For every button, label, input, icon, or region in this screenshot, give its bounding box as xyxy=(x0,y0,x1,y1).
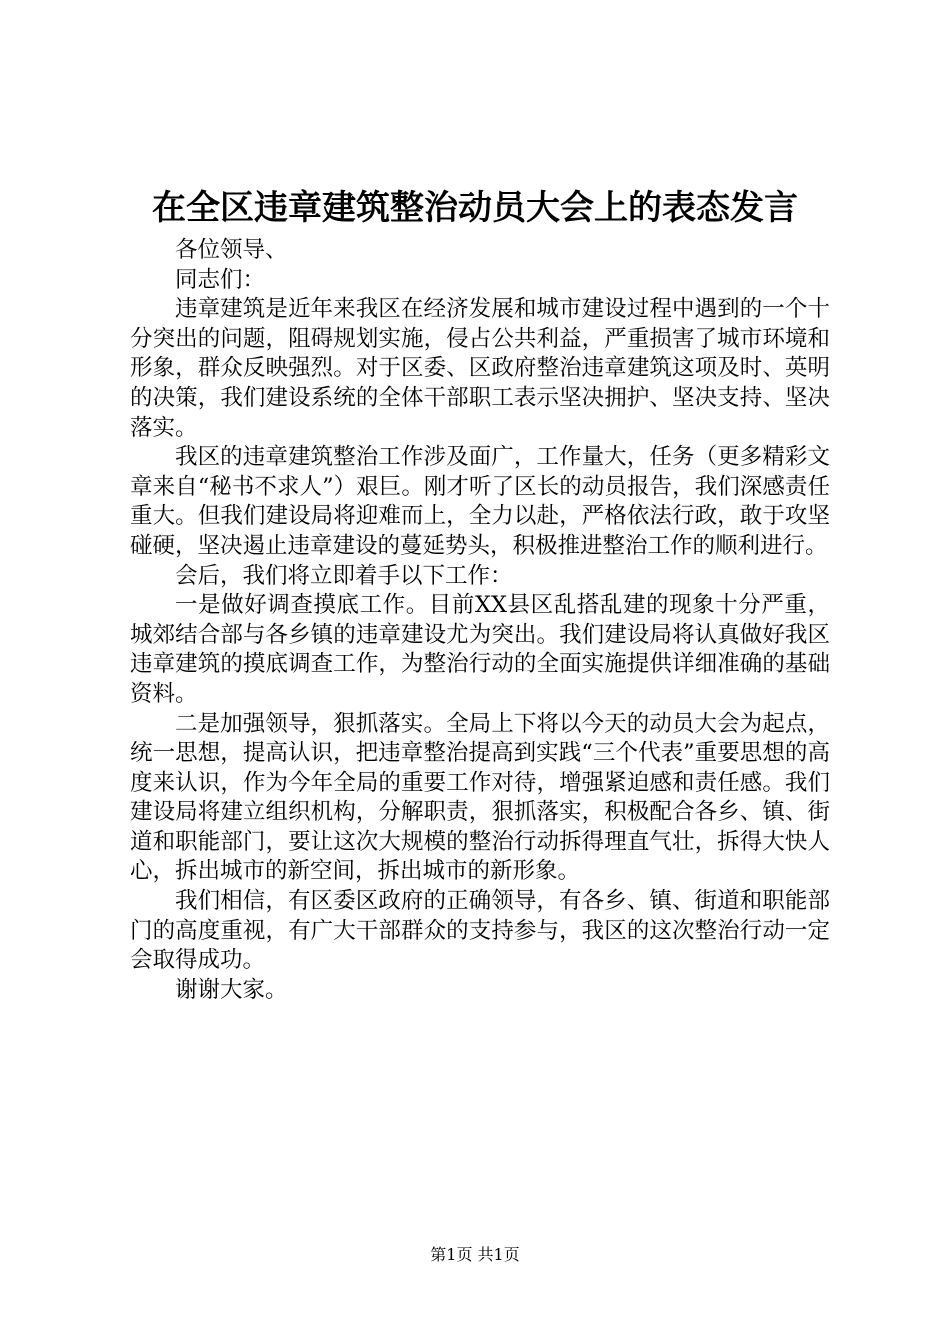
document-title: 在全区违章建筑整治动员大会上的表态发言 xyxy=(152,188,798,228)
body-paragraph: 违章建筑是近年来我区在经济发展和城市建设过程中遇到的一个十分突出的问题，阻碍规划实施，侵占公共利益，严重损害了城市环境和形象，群众反映强烈。对于区委、区政府整治违章建筑这项及时、英明的决策，我们建设系统的全体干部职工表示坚决拥护、坚决支持、坚决落实。 xyxy=(130,296,830,441)
page-number-footer: 第1页 共1页 xyxy=(430,1245,520,1264)
body-paragraph: 会后，我们将立即着手以下工作： xyxy=(175,562,513,589)
salutation-leaders: 各位领导、 xyxy=(175,237,288,263)
salutation-comrades: 同志们： xyxy=(175,266,266,293)
document-body xyxy=(130,236,830,1005)
body-paragraph: 我区的违章建筑整治工作涉及面广，工作量大，任务（更多精彩文章来自“秘书不求人”）艰巨。刚才听了区长的动员报告，我们深感责任重大。但我们建设局将迎难而上，全力以赴，严格依法行政，敢于攻坚碰硬，坚决遏止违章建设的蔓延势头，积极推进整治工作的顺利进行。 xyxy=(130,444,830,559)
body-paragraph: 我们相信，有区委区政府的正确领导，有各乡、镇、街道和职能部门的高度重视，有广大干部群众的支持参与，我区的这次整治行动一定会取得成功。 xyxy=(130,888,830,974)
body-paragraph: 一是做好调查摸底工作。目前XX县区乱搭乱建的现象十分严重，城郊结合部与各乡镇的违章建设尤为突出。我们建设局将认真做好我区违章建筑的摸底调查工作，为整治行动的全面实施提供详细准确的基础资料。 xyxy=(130,592,830,707)
closing-thanks: 谢谢大家。 xyxy=(175,976,288,1003)
body-paragraph: 二是加强领导，狠抓落实。全局上下将以今天的动员大会为起点，统一思想，提高认识，把违章整治提高到实践“三个代表”重要思想的高度来认识，作为今年全局的重要工作对待，增强紧迫感和责任感。我们建设局将建立组织机构，分解职责，狠抓落实，积极配合各乡、镇、街道和职能部门，要让这次大规模的整治行动拆得理直气壮，拆得大快人心，拆出城市的新空间，拆出城市的新形象。 xyxy=(130,710,830,885)
